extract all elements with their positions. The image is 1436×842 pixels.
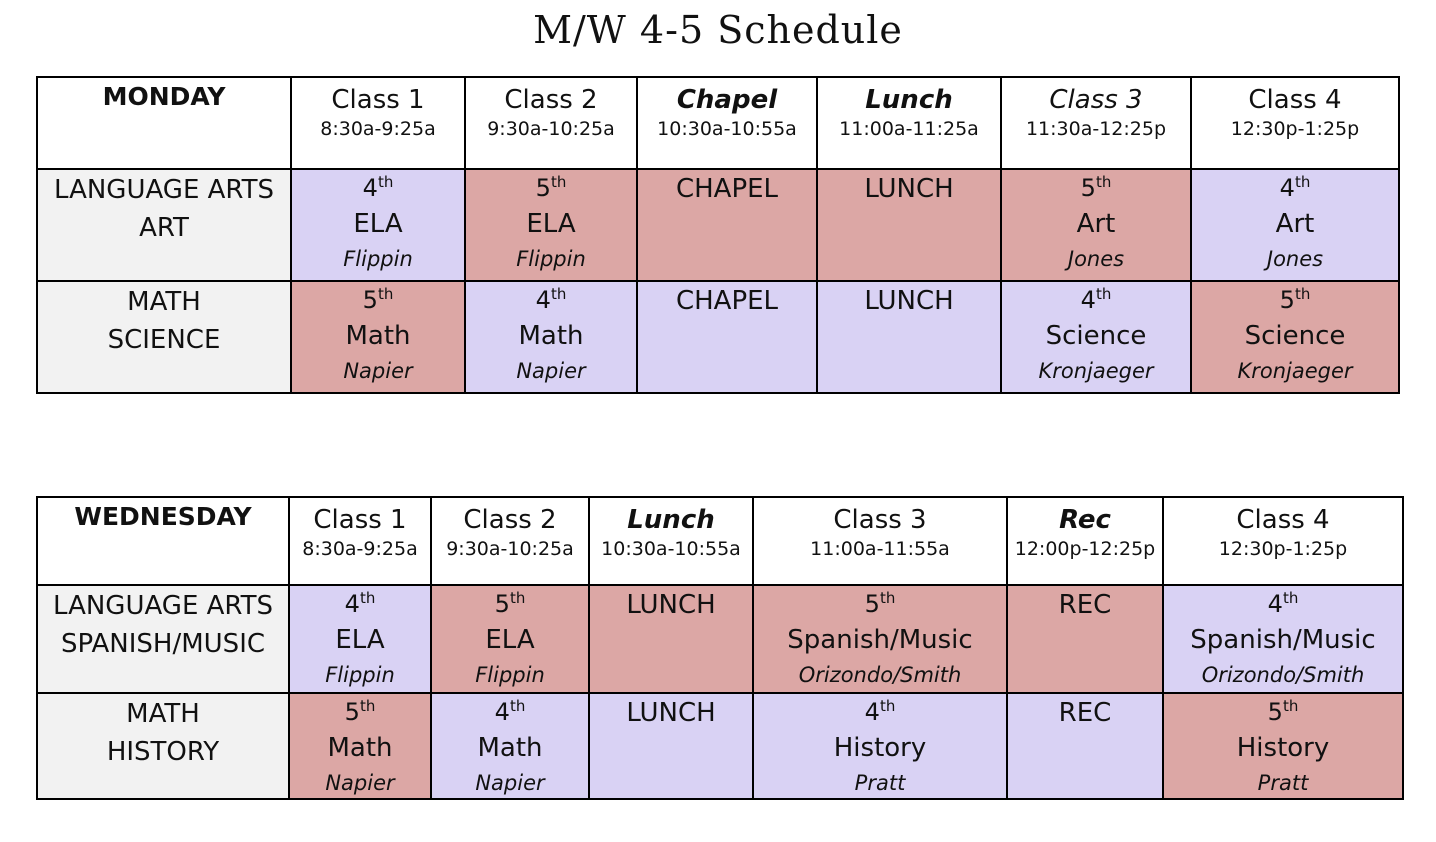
class-cell bbox=[1001, 169, 1191, 281]
block-label: CHAPEL bbox=[675, 174, 779, 204]
header-name: Lunch bbox=[627, 505, 715, 535]
chapel-cell bbox=[637, 281, 817, 393]
header-class-1 bbox=[289, 497, 431, 585]
grade-label: 4th bbox=[344, 589, 376, 618]
table-row bbox=[37, 281, 1399, 393]
subject-line: MATH bbox=[126, 699, 200, 729]
teacher-label: Pratt bbox=[854, 771, 906, 795]
course-label: ELA bbox=[335, 625, 385, 655]
header-name: Class 2 bbox=[504, 85, 598, 115]
class-cell bbox=[465, 169, 637, 281]
header-rec bbox=[1007, 497, 1163, 585]
course-label: Art bbox=[1275, 209, 1315, 239]
grade-label: 4th bbox=[1267, 589, 1299, 618]
wednesday-header-row bbox=[37, 497, 1403, 585]
header-time: 11:30a-12:25p bbox=[1025, 118, 1167, 140]
header-time: 9:30a-10:25a bbox=[487, 118, 615, 140]
header-class-3 bbox=[1001, 77, 1191, 169]
teacher-label: Napier bbox=[325, 771, 395, 795]
class-cell bbox=[1163, 693, 1403, 799]
class-cell bbox=[289, 585, 431, 693]
rec-cell bbox=[1007, 585, 1163, 693]
header-chapel bbox=[637, 77, 817, 169]
course-label: ELA bbox=[485, 625, 535, 655]
course-label: Math bbox=[345, 321, 411, 351]
header-name: Lunch bbox=[865, 85, 953, 115]
grade-label: 4th bbox=[1279, 173, 1311, 202]
teacher-label: Flippin bbox=[516, 247, 586, 271]
grade-label: 4th bbox=[535, 285, 567, 314]
course-label: Science bbox=[1244, 321, 1346, 351]
grade-label: 5th bbox=[344, 697, 376, 726]
teacher-label: Kronjaeger bbox=[1038, 359, 1154, 383]
class-cell bbox=[431, 693, 589, 799]
subject-cell bbox=[37, 169, 291, 281]
block-label: LUNCH bbox=[864, 174, 954, 204]
block-label: REC bbox=[1058, 590, 1112, 620]
chapel-cell bbox=[637, 169, 817, 281]
subject-line: HISTORY bbox=[106, 737, 220, 767]
header-name: Class 4 bbox=[1248, 85, 1342, 115]
subject-line: LANGUAGE ARTS bbox=[53, 175, 274, 205]
monday-header-row bbox=[37, 77, 1399, 169]
grade-label: 5th bbox=[535, 173, 567, 202]
header-time: 11:00a-11:25a bbox=[839, 118, 979, 140]
course-label: ELA bbox=[353, 209, 403, 239]
course-label: Math bbox=[327, 733, 393, 763]
teacher-label: Flippin bbox=[325, 663, 395, 687]
teacher-label: Flippin bbox=[343, 247, 413, 271]
header-name: Rec bbox=[1059, 505, 1111, 535]
lunch-cell bbox=[589, 585, 753, 693]
day-label: MONDAY bbox=[37, 77, 291, 169]
header-class-4 bbox=[1163, 497, 1403, 585]
class-cell bbox=[1163, 585, 1403, 693]
course-label: Spanish/Music bbox=[787, 625, 973, 655]
header-class-2 bbox=[431, 497, 589, 585]
class-cell bbox=[291, 281, 465, 393]
monday-schedule-table bbox=[36, 76, 1400, 394]
class-cell bbox=[753, 585, 1007, 693]
header-time: 9:30a-10:25a bbox=[446, 538, 574, 560]
header-name: Class 2 bbox=[463, 505, 557, 535]
header-class-4 bbox=[1191, 77, 1399, 169]
day-label: WEDNESDAY bbox=[37, 497, 289, 585]
grade-label: 4th bbox=[362, 173, 394, 202]
header-time: 11:00a-11:55a bbox=[810, 538, 950, 560]
page-title: M/W 4-5 Schedule bbox=[533, 8, 903, 52]
header-time: 8:30a-9:25a bbox=[302, 538, 418, 560]
teacher-label: Napier bbox=[516, 359, 586, 383]
table-row bbox=[37, 169, 1399, 281]
teacher-label: Orizondo/Smith bbox=[1201, 663, 1365, 687]
header-name: Class 3 bbox=[1049, 85, 1143, 115]
header-time: 12:30p-1:25p bbox=[1230, 118, 1360, 140]
header-class-3 bbox=[753, 497, 1007, 585]
wednesday-schedule-table bbox=[36, 496, 1404, 800]
header-time: 10:30a-10:55a bbox=[657, 118, 797, 140]
grade-label: 5th bbox=[362, 285, 394, 314]
class-cell bbox=[431, 585, 589, 693]
subject-cell bbox=[37, 281, 291, 393]
teacher-label: Jones bbox=[1266, 247, 1324, 271]
block-label: REC bbox=[1058, 698, 1112, 728]
grade-label: 4th bbox=[864, 697, 896, 726]
class-cell bbox=[1191, 169, 1399, 281]
grade-label: 4th bbox=[1080, 285, 1112, 314]
grade-label: 5th bbox=[494, 589, 526, 618]
teacher-label: Napier bbox=[475, 771, 545, 795]
table-row bbox=[37, 585, 1403, 693]
subject-line: MATH bbox=[127, 287, 201, 317]
course-label: History bbox=[833, 733, 927, 763]
course-label: Art bbox=[1076, 209, 1116, 239]
header-time: 12:00p-12:25p bbox=[1014, 538, 1156, 560]
teacher-label: Kronjaeger bbox=[1237, 359, 1353, 383]
header-name: Class 4 bbox=[1236, 505, 1330, 535]
course-label: ELA bbox=[526, 209, 576, 239]
header-lunch bbox=[817, 77, 1001, 169]
header-class-1 bbox=[291, 77, 465, 169]
grade-label: 5th bbox=[1080, 173, 1112, 202]
course-label: History bbox=[1236, 733, 1330, 763]
course-label: Spanish/Music bbox=[1190, 625, 1376, 655]
teacher-label: Napier bbox=[343, 359, 413, 383]
block-label: CHAPEL bbox=[675, 286, 779, 316]
teacher-label: Pratt bbox=[1257, 771, 1309, 795]
class-cell bbox=[465, 281, 637, 393]
teacher-label: Jones bbox=[1067, 247, 1125, 271]
class-cell bbox=[289, 693, 431, 799]
lunch-cell bbox=[589, 693, 753, 799]
header-name: Class 3 bbox=[833, 505, 927, 535]
block-label: LUNCH bbox=[626, 698, 716, 728]
subject-cell bbox=[37, 585, 289, 693]
teacher-label: Orizondo/Smith bbox=[798, 663, 962, 687]
course-label: Science bbox=[1045, 321, 1147, 351]
block-label: LUNCH bbox=[864, 286, 954, 316]
header-time: 8:30a-9:25a bbox=[320, 118, 436, 140]
lunch-cell bbox=[817, 281, 1001, 393]
header-name: Class 1 bbox=[331, 85, 425, 115]
grade-label: 5th bbox=[864, 589, 896, 618]
grade-label: 4th bbox=[494, 697, 526, 726]
subject-line: SCIENCE bbox=[107, 325, 221, 355]
header-name: Class 1 bbox=[313, 505, 407, 535]
subject-line: LANGUAGE ARTS bbox=[52, 591, 273, 621]
teacher-label: Flippin bbox=[475, 663, 545, 687]
grade-label: 5th bbox=[1279, 285, 1311, 314]
subject-line: ART bbox=[139, 213, 189, 243]
lunch-cell bbox=[817, 169, 1001, 281]
grade-label: 5th bbox=[1267, 697, 1299, 726]
subject-line: SPANISH/MUSIC bbox=[60, 629, 266, 659]
table-row bbox=[37, 693, 1403, 799]
course-label: Math bbox=[477, 733, 543, 763]
rec-cell bbox=[1007, 693, 1163, 799]
header-time: 12:30p-1:25p bbox=[1218, 538, 1348, 560]
class-cell bbox=[1191, 281, 1399, 393]
class-cell bbox=[1001, 281, 1191, 393]
header-name: Chapel bbox=[676, 85, 778, 115]
header-class-2 bbox=[465, 77, 637, 169]
subject-cell bbox=[37, 693, 289, 799]
class-cell bbox=[753, 693, 1007, 799]
class-cell bbox=[291, 169, 465, 281]
block-label: LUNCH bbox=[626, 590, 716, 620]
header-lunch bbox=[589, 497, 753, 585]
header-time: 10:30a-10:55a bbox=[601, 538, 741, 560]
course-label: Math bbox=[518, 321, 584, 351]
